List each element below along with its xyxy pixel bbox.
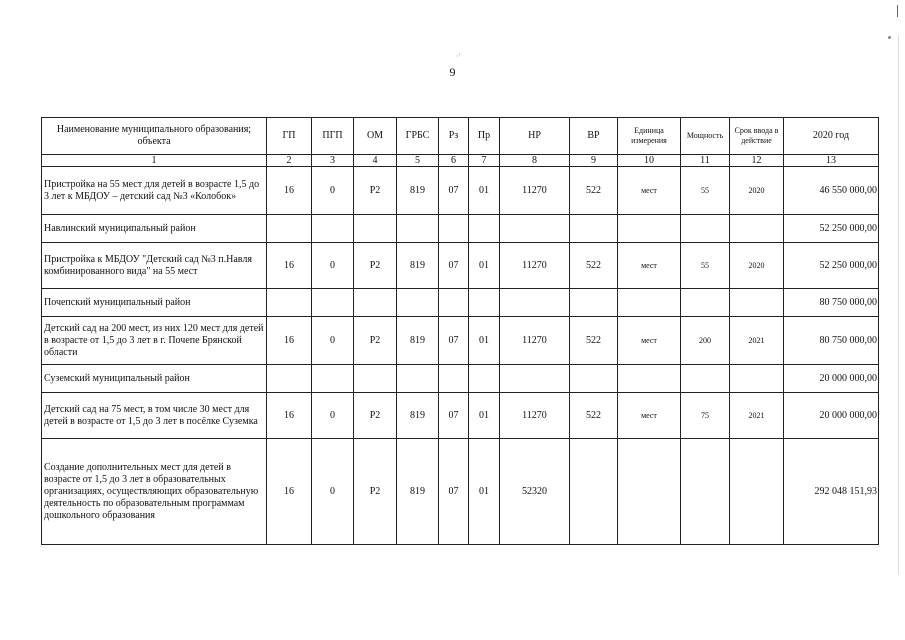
pr-cell xyxy=(469,289,500,317)
grbs-cell: 819 xyxy=(397,393,439,439)
col-number: 4 xyxy=(354,155,397,167)
pgp-cell: 0 xyxy=(312,317,354,365)
om-cell: Р2 xyxy=(354,393,397,439)
col-number: 7 xyxy=(469,155,500,167)
col-number: 1 xyxy=(42,155,267,167)
table-row xyxy=(42,167,879,215)
term-cell xyxy=(730,215,784,243)
nr-cell: 11270 xyxy=(500,317,570,365)
object-name: Детский сад на 200 мест, из них 120 мест для детей в возрасте от 1,5 до 3 лет в г. Почепе Брянской области xyxy=(42,317,267,365)
pr-cell: 01 xyxy=(469,393,500,439)
table-row xyxy=(42,439,879,545)
col-number: 5 xyxy=(397,155,439,167)
amount-cell: 20 000 000,00 xyxy=(784,393,879,439)
header-gp: ГП xyxy=(267,118,312,155)
col-number: 11 xyxy=(681,155,730,167)
vr-cell: 522 xyxy=(570,317,618,365)
om-cell xyxy=(354,215,397,243)
gp-cell: 16 xyxy=(267,167,312,215)
pr-cell: 01 xyxy=(469,317,500,365)
district-name: Почепский муниципальный район xyxy=(42,289,267,317)
header-name: Наименование муниципального образования; объекта xyxy=(42,118,267,155)
table-row xyxy=(42,393,879,439)
district-name: Навлинский муниципальный район xyxy=(42,215,267,243)
unit-cell: мест xyxy=(618,167,681,215)
om-cell: Р2 xyxy=(354,439,397,545)
nr-cell xyxy=(500,365,570,393)
rz-cell: 07 xyxy=(439,243,469,289)
vr-cell xyxy=(570,365,618,393)
term-cell xyxy=(730,289,784,317)
gp-cell xyxy=(267,365,312,393)
col-number: 13 xyxy=(784,155,879,167)
term-cell: 2021 xyxy=(730,393,784,439)
pr-cell xyxy=(469,365,500,393)
header-pgp: ПГП xyxy=(312,118,354,155)
term-cell: 2020 xyxy=(730,243,784,289)
rz-cell: 07 xyxy=(439,393,469,439)
col-number: 2 xyxy=(267,155,312,167)
capacity-cell xyxy=(681,289,730,317)
gp-cell: 16 xyxy=(267,317,312,365)
amount-cell: 80 750 000,00 xyxy=(784,317,879,365)
grbs-cell: 819 xyxy=(397,439,439,545)
pr-cell: 01 xyxy=(469,243,500,289)
pgp-cell: 0 xyxy=(312,167,354,215)
table-row xyxy=(42,317,879,365)
gp-cell: 16 xyxy=(267,243,312,289)
object-name: Создание дополнительных мест для детей в возрасте от 1,5 до 3 лет в образовательных организациях, осуществляющих образовательную деятельность по образовательным программам дошкольного образования xyxy=(42,439,267,545)
term-cell xyxy=(730,439,784,545)
pr-cell: 01 xyxy=(469,167,500,215)
om-cell xyxy=(354,365,397,393)
amount-cell: 46 550 000,00 xyxy=(784,167,879,215)
rz-cell xyxy=(439,289,469,317)
col-number: 3 xyxy=(312,155,354,167)
amount-cell: 52 250 000,00 xyxy=(784,215,879,243)
unit-cell: мест xyxy=(618,317,681,365)
capacity-cell xyxy=(681,439,730,545)
unit-cell xyxy=(618,439,681,545)
header-nr: НР xyxy=(500,118,570,155)
header-pr: Пр xyxy=(469,118,500,155)
grbs-cell: 819 xyxy=(397,317,439,365)
grbs-cell xyxy=(397,289,439,317)
term-cell xyxy=(730,365,784,393)
header-term: Срок ввода в действие xyxy=(730,118,784,155)
capacity-cell xyxy=(681,365,730,393)
table-header-row xyxy=(42,118,879,155)
amount-cell: 80 750 000,00 xyxy=(784,289,879,317)
capacity-cell: 55 xyxy=(681,243,730,289)
om-cell: Р2 xyxy=(354,243,397,289)
unit-cell xyxy=(618,215,681,243)
scan-dot-mark xyxy=(888,36,891,39)
pgp-cell: 0 xyxy=(312,439,354,545)
column-number-row xyxy=(42,155,879,167)
gp-cell xyxy=(267,215,312,243)
table-row xyxy=(42,215,879,243)
object-name: Пристройка на 55 мест для детей в возрасте 1,5 до 3 лет к МБДОУ – детский сад №3 «Колобок» xyxy=(42,167,267,215)
amount-cell: 52 250 000,00 xyxy=(784,243,879,289)
rz-cell xyxy=(439,365,469,393)
table-row xyxy=(42,365,879,393)
col-number: 8 xyxy=(500,155,570,167)
budget-table xyxy=(41,117,879,545)
amount-cell: 20 000 000,00 xyxy=(784,365,879,393)
rz-cell: 07 xyxy=(439,439,469,545)
vr-cell xyxy=(570,289,618,317)
grbs-cell: 819 xyxy=(397,243,439,289)
term-cell: 2020 xyxy=(730,167,784,215)
gp-cell: 16 xyxy=(267,439,312,545)
header-unit: Единица измерения xyxy=(618,118,681,155)
rz-cell: 07 xyxy=(439,167,469,215)
capacity-cell: 75 xyxy=(681,393,730,439)
gp-cell: 16 xyxy=(267,393,312,439)
amount-cell: 292 048 151,93 xyxy=(784,439,879,545)
table-row xyxy=(42,289,879,317)
capacity-cell: 55 xyxy=(681,167,730,215)
pgp-cell: 0 xyxy=(312,243,354,289)
header-grbs: ГРБС xyxy=(397,118,439,155)
rz-cell xyxy=(439,215,469,243)
pr-cell: 01 xyxy=(469,439,500,545)
gp-cell xyxy=(267,289,312,317)
pgp-cell xyxy=(312,289,354,317)
scan-speck: ·' xyxy=(456,52,461,61)
nr-cell: 11270 xyxy=(500,243,570,289)
nr-cell: 11270 xyxy=(500,167,570,215)
unit-cell xyxy=(618,365,681,393)
object-name: Детский сад на 75 мест, в том числе 30 мест для детей в возрасте от 1,5 до 3 лет в посёлке Суземка xyxy=(42,393,267,439)
vr-cell xyxy=(570,439,618,545)
term-cell: 2021 xyxy=(730,317,784,365)
pgp-cell: 0 xyxy=(312,393,354,439)
scan-corner-mark xyxy=(897,5,898,17)
col-number: 6 xyxy=(439,155,469,167)
nr-cell xyxy=(500,289,570,317)
pgp-cell xyxy=(312,365,354,393)
capacity-cell: 200 xyxy=(681,317,730,365)
capacity-cell xyxy=(681,215,730,243)
unit-cell xyxy=(618,289,681,317)
header-om: ОМ xyxy=(354,118,397,155)
vr-cell: 522 xyxy=(570,393,618,439)
grbs-cell xyxy=(397,215,439,243)
header-capacity: Мощность xyxy=(681,118,730,155)
om-cell: Р2 xyxy=(354,317,397,365)
nr-cell: 52320 xyxy=(500,439,570,545)
header-year: 2020 год xyxy=(784,118,879,155)
nr-cell xyxy=(500,215,570,243)
col-number: 12 xyxy=(730,155,784,167)
col-number: 9 xyxy=(570,155,618,167)
table-row xyxy=(42,243,879,289)
vr-cell: 522 xyxy=(570,167,618,215)
pr-cell xyxy=(469,215,500,243)
om-cell: Р2 xyxy=(354,167,397,215)
district-name: Суземский муниципальный район xyxy=(42,365,267,393)
vr-cell xyxy=(570,215,618,243)
vr-cell: 522 xyxy=(570,243,618,289)
grbs-cell xyxy=(397,365,439,393)
pgp-cell xyxy=(312,215,354,243)
unit-cell: мест xyxy=(618,243,681,289)
om-cell xyxy=(354,289,397,317)
unit-cell: мест xyxy=(618,393,681,439)
rz-cell: 07 xyxy=(439,317,469,365)
nr-cell: 11270 xyxy=(500,393,570,439)
scan-right-edge xyxy=(898,35,899,575)
grbs-cell: 819 xyxy=(397,167,439,215)
header-rz: Рз xyxy=(439,118,469,155)
object-name: Пристройка к МБДОУ "Детский сад №3 п.Навля комбинированного вида" на 55 мест xyxy=(42,243,267,289)
col-number: 10 xyxy=(618,155,681,167)
page-number: 9 xyxy=(449,65,456,79)
header-vr: ВР xyxy=(570,118,618,155)
